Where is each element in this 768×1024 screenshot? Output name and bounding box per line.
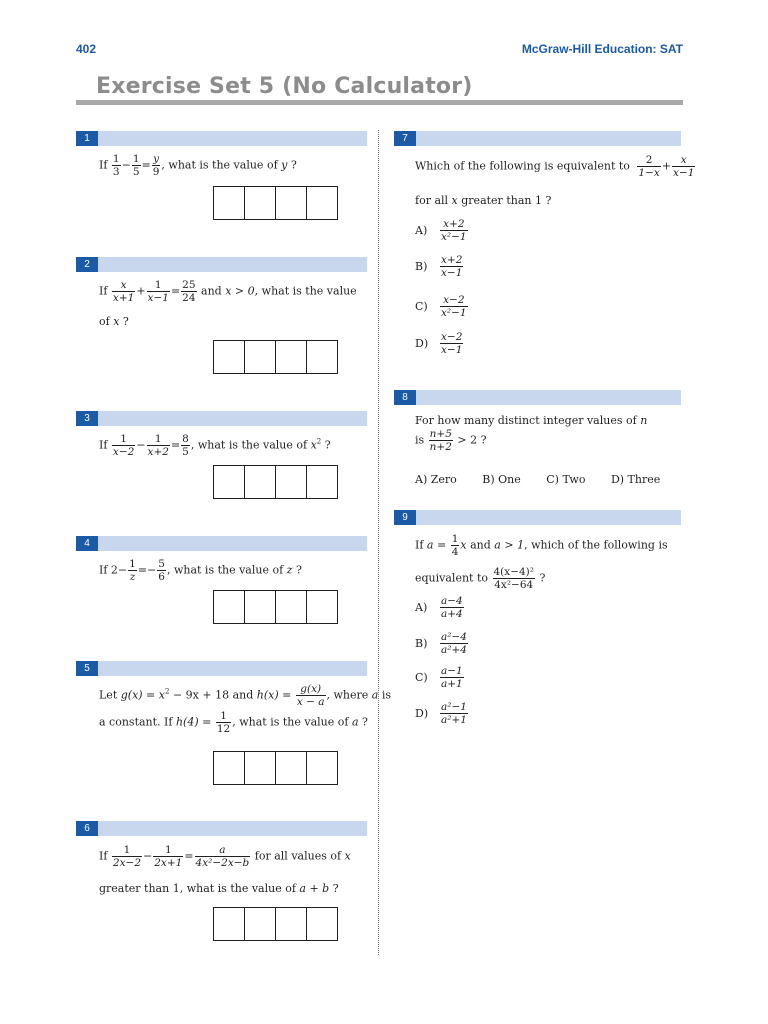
question-5-bar: [76, 661, 367, 676]
question-9-text: If a = $\frac{1}{4}$ x and a > 1, which of the following is: [415, 533, 668, 558]
question-5-text: Let $g(x) = x^2 - 9x + 18$ and h(x) = $\frac{g(x)}{x - a}$ , where a is: [99, 683, 392, 708]
answer-grid-1[interactable]: [213, 186, 338, 220]
answer-option-b[interactable]: B) $\frac{x+2}{x-1}$: [415, 254, 463, 279]
book-title: McGraw-Hill Education: SAT: [521, 42, 683, 56]
question-number: 8: [394, 390, 416, 405]
question-7-text-line2: for all x greater than 1 ?: [415, 194, 552, 207]
answer-grid-3[interactable]: [213, 465, 338, 499]
question-3-text: If $\frac{1}{x-2}$ − $\frac{1}{x+2}$ = $\frac{8}{5}$ , what is the value of $x^2$ ?: [99, 433, 331, 458]
question-3-bar: [76, 411, 367, 426]
answer-grid-5[interactable]: [213, 751, 338, 785]
question-2-text: If $\frac{x}{x+1}$ + $\frac{1}{x-1}$ = $\frac{25}{24}$ and x > 0, what is the value: [99, 279, 357, 304]
question-6-text: If $\frac{1}{2x-2}$ − $\frac{1}{2x+1}$ = $\frac{a}{\text{4x²−2x−b}}$ for all values of x: [99, 844, 351, 869]
page-number: 402: [76, 42, 97, 56]
question-7-text: Which of the following is equivalent to $\frac{2}{1-x}$ + $\frac{x}{x-1}$: [415, 154, 695, 179]
answer-option-d[interactable]: D) $\frac{\text{a²−1}}{\text{a²+1}}$: [415, 701, 467, 726]
answer-option-a[interactable]: A) Zero: [415, 473, 457, 486]
title-rule: [76, 100, 683, 105]
question-number: 3: [76, 411, 98, 426]
question-2-text-line2: of x ?: [99, 315, 129, 328]
answer-option-b[interactable]: B) One: [482, 473, 521, 486]
answer-option-d[interactable]: D) $\frac{x-2}{x-1}$: [415, 331, 463, 356]
question-number: 9: [394, 510, 416, 525]
answer-grid-2[interactable]: [213, 340, 338, 374]
answer-option-b[interactable]: B) $\frac{\text{a²−4}}{\text{a²+4}}$: [415, 631, 467, 656]
answer-option-a[interactable]: A) $\frac{a-4}{a+4}$: [415, 595, 463, 620]
answer-option-c[interactable]: C) $\frac{a-1}{a+1}$: [415, 665, 463, 690]
question-4-bar: [76, 536, 367, 551]
question-number: 7: [394, 131, 416, 146]
question-number: 4: [76, 536, 98, 551]
question-1-text: If $\frac{1}{3}$ − $\frac{1}{5}$ = $\frac{y}{9}$ , what is the value of y ?: [99, 153, 297, 178]
question-5-text-line2: a constant. If h(4) = $\frac{1}{12}$ , what is the value of a ?: [99, 710, 368, 735]
answer-grid-6[interactable]: [213, 907, 338, 941]
question-number: 2: [76, 257, 98, 272]
question-8-text: For how many distinct integer values of n: [415, 414, 648, 427]
question-6-bar: [76, 821, 367, 836]
question-9-bar: [394, 510, 681, 525]
question-1-bar: [76, 131, 367, 146]
answer-option-a[interactable]: A) $\frac{x+2}{\text{x²−1}}$: [415, 218, 467, 243]
exercise-title: Exercise Set 5 (No Calculator): [96, 74, 473, 99]
question-8-bar: [394, 390, 681, 405]
question-6-text-line2: greater than 1, what is the value of a + b ?: [99, 882, 339, 895]
answer-grid-4[interactable]: [213, 590, 338, 624]
answer-option-c[interactable]: C) $\frac{x-2}{\text{x²−1}}$: [415, 294, 467, 319]
answer-option-c[interactable]: C) Two: [546, 473, 586, 486]
column-divider: [378, 130, 379, 955]
question-number: 6: [76, 821, 98, 836]
question-8-options: [415, 473, 682, 486]
question-2-bar: [76, 257, 367, 272]
question-number: 1: [76, 131, 98, 146]
question-9-text-line2: equivalent to $\frac{\text{4(x−4)²}}{\text{4x²−64}}$ ?: [415, 566, 546, 591]
question-4-text: If 2− $\frac{1}{z}$ =− $\frac{5}{6}$ , what is the value of z ?: [99, 558, 302, 583]
answer-option-d[interactable]: D) Three: [610, 473, 661, 486]
question-number: 5: [76, 661, 98, 676]
question-7-bar: [394, 131, 681, 146]
question-8-text-line2: is $\frac{n+5}{n+2}$ > 2 ?: [415, 428, 487, 453]
